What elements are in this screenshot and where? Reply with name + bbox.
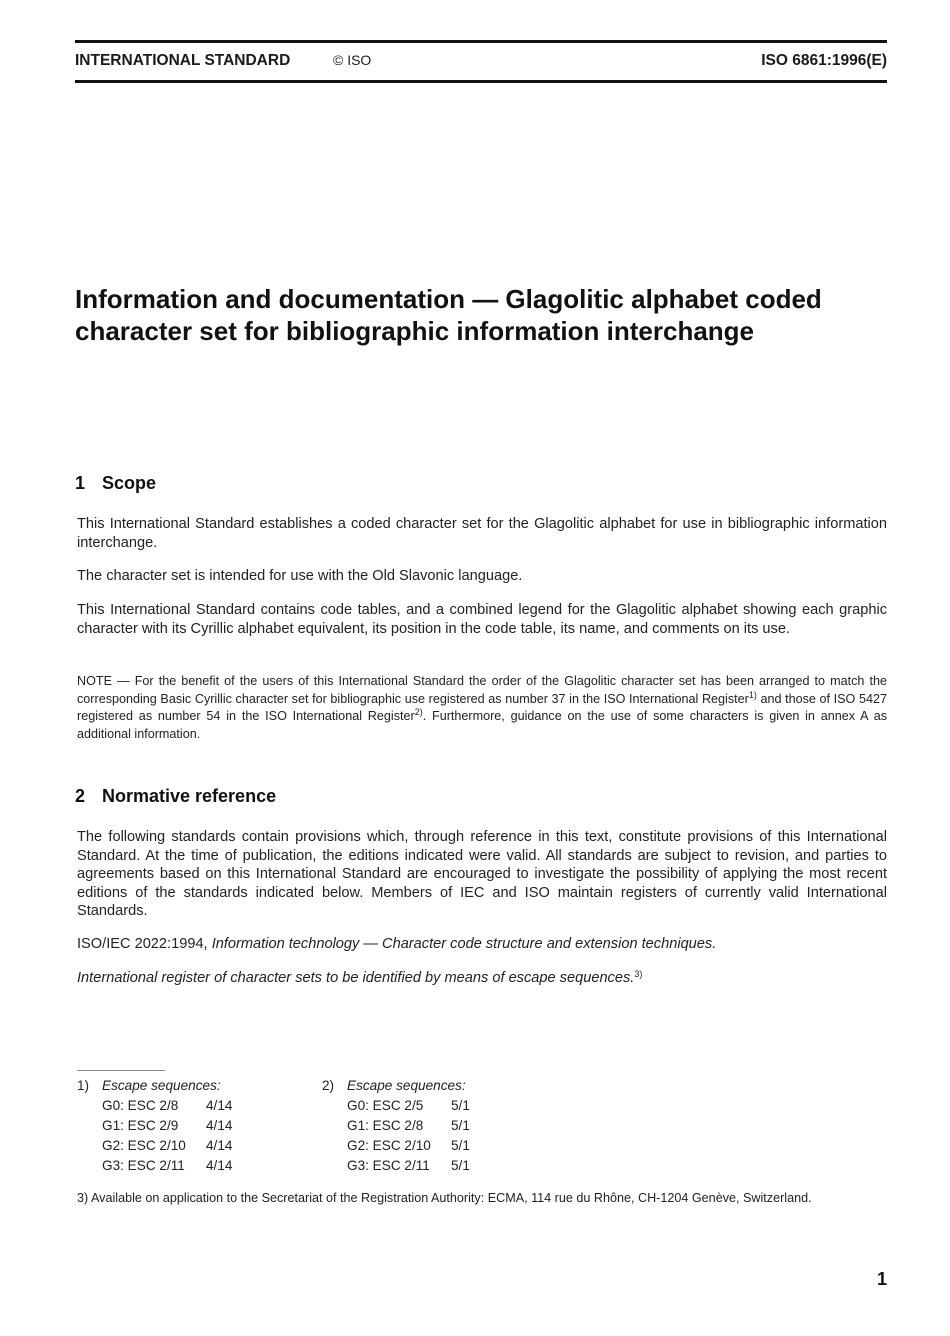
table-row: [102, 1136, 232, 1156]
escape-sequence-table: [347, 1096, 470, 1176]
escape-code: G1: ESC 2/8: [347, 1118, 424, 1133]
footnote-ref-3: 3): [634, 969, 643, 979]
escape-value: 5/1: [451, 1118, 470, 1133]
escape-value: 4/14: [206, 1138, 233, 1153]
normative-paragraph: The following standards contain provisions which, through reference in this text, constitute provisions of this International Standard. At the time of publication, the editions indicated were valid. All standards are subject to revision, and parties to agreements based on this International Standard are encouraged to investigate the possibility of applying the most recent editions of the standards indicated below. Members of IEC and ISO maintain registers of currently valid International Standards.: [77, 829, 887, 920]
footnote-1: [77, 1076, 232, 1176]
section-number: 1: [75, 473, 86, 493]
footnote-3: 3) Available on application to the Secretariat of the Registration Authority: ECMA, 114 rue du Rhône, CH-1204 Genève, Switzerland.: [77, 1191, 812, 1205]
table-row: [102, 1156, 232, 1176]
table-row: [347, 1116, 470, 1136]
note-text-part-3: . Furthermore, guidance on the use of some characters is given in annex A as additional information.: [77, 709, 887, 741]
scope-note: [77, 673, 887, 743]
reference-title: International register of character sets to be identified by means of escape sequences.: [77, 970, 635, 986]
section-heading-normative-reference: [75, 785, 276, 807]
reference-title: Information technology — Character code structure and extension techniques.: [211, 936, 717, 952]
escape-code: G2: ESC 2/10: [102, 1138, 186, 1153]
table-row: [347, 1096, 470, 1116]
scope-paragraph-3: This International Standard contains code tables, and a combined legend for the Glagolitic alphabet showing each graphic character with its Cyrillic alphabet equivalent, its position in the code table, its name, and comments on its use.: [77, 602, 887, 637]
escape-value: 5/1: [451, 1138, 470, 1153]
footnote-ref-2: 2): [414, 707, 423, 717]
footnote-mark: 1): [77, 1078, 90, 1093]
escape-code: G0: ESC 2/8: [102, 1098, 179, 1113]
escape-code: G0: ESC 2/5: [347, 1098, 424, 1113]
scope-paragraph-1: This International Standard establishes a coded character set for the Glagolitic alphabet for use in bibliographic information interchange.: [77, 516, 887, 551]
page-number: 1: [876, 1269, 887, 1289]
escape-value: 4/14: [206, 1098, 233, 1113]
section-heading-scope: [75, 472, 156, 494]
escape-value: 4/14: [206, 1158, 233, 1173]
header-top-rule: [75, 40, 887, 43]
footnote-ref-1: 1): [748, 689, 757, 700]
scope-paragraph-2: The character set is intended for use with the Old Slavonic language.: [77, 568, 523, 584]
document-title: Information and documentation — Glagolitic alphabet coded character set for bibliographic information interchange: [75, 284, 822, 346]
note-text-part-2: and those of ISO 5427 registered as number 54 in the ISO International Register: [77, 691, 887, 723]
standard-label: INTERNATIONAL STANDARD: [75, 52, 291, 69]
footnote-caption: Escape sequences:: [347, 1078, 466, 1093]
page-header: [75, 52, 887, 74]
note-text-part-1: NOTE — For the benefit of the users of this International Standard the order of the Glagolitic character set has been arranged to match the corresponding Basic Cyrillic character set for bibliographic use registered as number 37 in the ISO International Register: [77, 674, 887, 706]
header-bottom-rule: [75, 80, 887, 83]
footnote-mark: 2): [322, 1078, 335, 1093]
section-title: Normative reference: [102, 786, 277, 806]
document-number: ISO 6861:1996(E): [761, 52, 887, 69]
copyright-notice: © ISO: [333, 52, 372, 68]
footnote-2: [322, 1076, 470, 1176]
escape-value: 4/14: [206, 1118, 233, 1133]
section-title: Scope: [102, 473, 157, 493]
table-row: [102, 1116, 232, 1136]
table-row: [102, 1096, 232, 1116]
escape-value: 5/1: [451, 1098, 470, 1113]
escape-code: G3: ESC 2/11: [102, 1158, 185, 1173]
escape-code: G2: ESC 2/10: [347, 1138, 431, 1153]
section-number: 2: [75, 786, 86, 806]
reference-iso-iec-2022: [77, 935, 887, 954]
table-row: [347, 1136, 470, 1156]
footnote-separator: [77, 1070, 165, 1071]
reference-international-register: [77, 969, 887, 988]
escape-code: G3: ESC 2/11: [347, 1158, 430, 1173]
escape-value: 5/1: [451, 1158, 470, 1173]
escape-sequence-table: [102, 1096, 232, 1176]
table-row: [347, 1156, 470, 1176]
escape-code: G1: ESC 2/9: [102, 1118, 179, 1133]
footnote-caption: Escape sequences:: [102, 1078, 221, 1093]
reference-number: ISO/IEC 2022:1994,: [77, 936, 208, 952]
